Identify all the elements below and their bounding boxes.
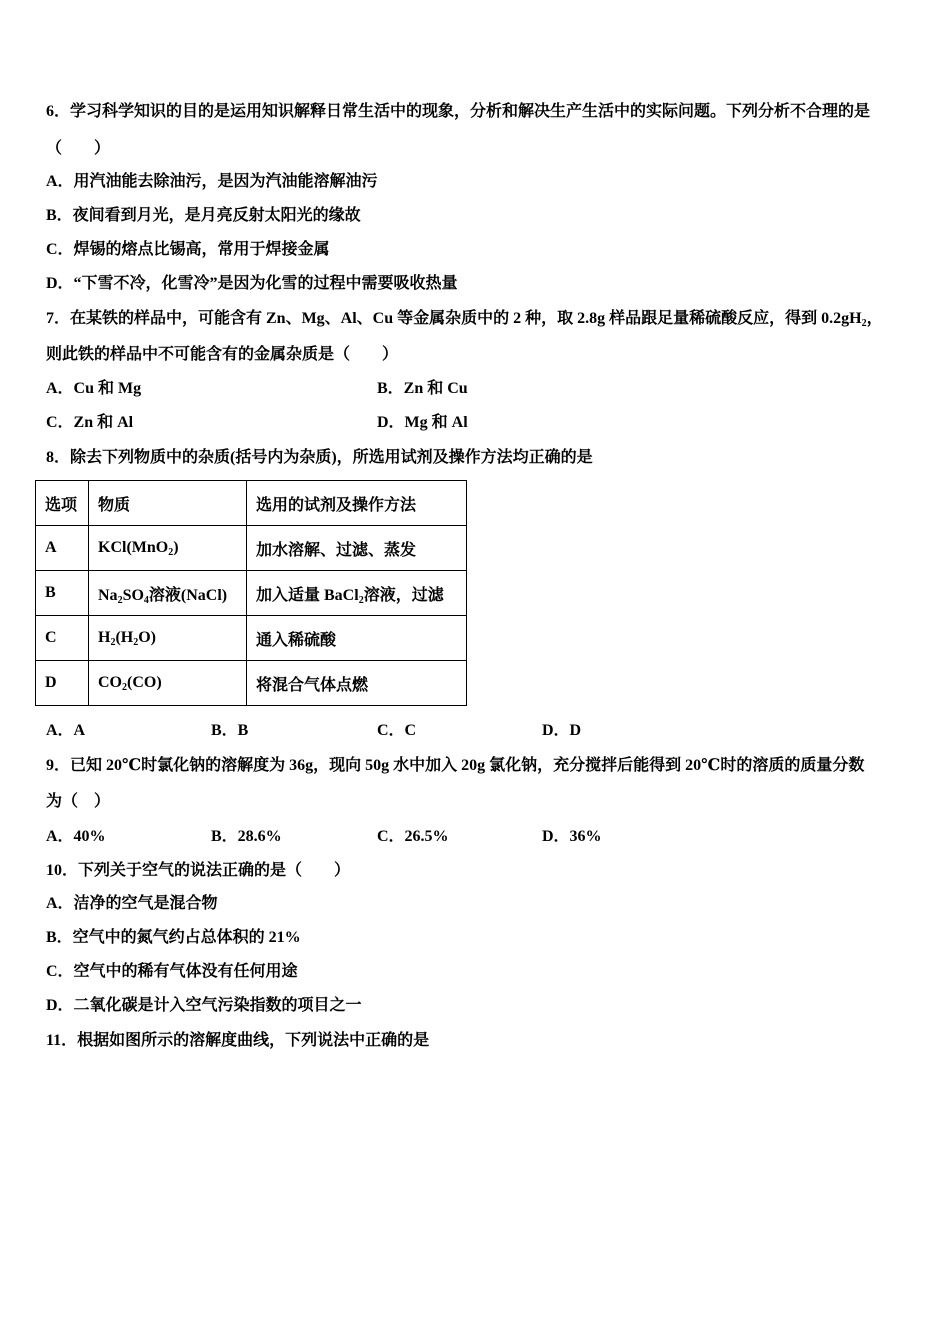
q7-stem-line2: 则此铁的样品中不可能含有的金属杂质是（ ） [46,346,399,363]
table-row [36,661,467,706]
header-method: 选用的试剂及操作方法 [247,481,467,526]
row-option: B [36,571,89,616]
q9-option-c: C．26.5% [377,828,449,845]
q7-stem-line1: 7．在某铁的样品中，可能含有 Zn、Mg、Al、Cu 等金属杂质中的 2 种，取 2.8g 样品跟足量稀硫酸反应，得到 $0.2gH_2$， [46,310,883,329]
q9-option-a: A．40% [46,828,106,845]
row-substance: KCl(MnO$_2$) [89,526,247,571]
q10-option-c: C．空气中的稀有气体没有任何用途 [46,963,298,980]
table-header-row [36,481,467,526]
q8-option-a: A．A [46,722,86,739]
q8-stem: 8．除去下列物质中的杂质(括号内为杂质)，所选用试剂及操作方法均正确的是 [46,449,593,466]
q10-option-b: B．空气中的氮气约占总体积的 21% [46,929,301,946]
q9-option-d: D．36% [542,828,602,845]
q7-option-c: C．Zn 和 Al [46,414,134,431]
q6-stem-line2: （ ） [46,140,111,157]
q6-stem-line1: 6．学习科学知识的目的是运用知识解释日常生活中的现象，分析和解决生产生活中的实际问题。下列分析不合理的是 [46,103,871,120]
q9-stem-line2: 为（ ） [46,793,111,810]
row-substance: $CO_2(CO)$ [89,661,247,706]
q6-option-a: A．用汽油能去除油污，是因为汽油能溶解油污 [46,173,378,190]
row-option: C [36,616,89,661]
q10-option-a: A．洁净的空气是混合物 [46,895,218,912]
q6-option-d: D．“下雪不冷，化雪冷”是因为化雪的过程中需要吸收热量 [46,275,458,292]
q7-option-b: B．Zn 和 Cu [377,380,468,397]
q11-stem: 11．根据如图所示的溶解度曲线，下列说法中正确的是 [46,1032,430,1049]
q8-option-d: D．D [542,722,582,739]
row-method: 将混合气体点燃 [247,661,467,706]
q8-option-b: B．B [211,722,249,739]
q9-option-b: B．28.6% [211,828,282,845]
q6-option-b: B．夜间看到月光，是月亮反射太阳光的缘故 [46,207,361,224]
row-option: D [36,661,89,706]
table-row [36,616,467,661]
header-substance: 物质 [89,481,247,526]
header-option: 选项 [36,481,89,526]
table-row [36,571,467,616]
table-row [36,526,467,571]
q7-option-a: A．Cu 和 Mg [46,380,142,397]
q10-stem: 10．下列关于空气的说法正确的是（ ） [46,862,351,879]
q8-option-c: C．C [377,722,417,739]
row-option: A [36,526,89,571]
row-method: 通入稀硫酸 [247,616,467,661]
row-substance: $H_2(H_2O)$ [89,616,247,661]
q6-option-c: C．焊锡的熔点比锡高，常用于焊接金属 [46,241,330,258]
row-method: 加水溶解、过滤、蒸发 [247,526,467,571]
row-substance: $Na_2SO_4$溶液(NaCl) [89,571,247,616]
q7-option-d: D．Mg 和 Al [377,414,468,431]
q10-option-d: D．二氧化碳是计入空气污染指数的项目之一 [46,997,362,1014]
q8-table [35,480,467,706]
q9-stem-line1: 9．已知 20℃时氯化钠的溶解度为 36g，现向 50g 水中加入 20g 氯化钠，充分搅拌后能得到 20℃时的溶质的质量分数 [46,757,865,774]
row-method: 加入适量 BaCl$_2$溶液，过滤 [247,571,467,616]
